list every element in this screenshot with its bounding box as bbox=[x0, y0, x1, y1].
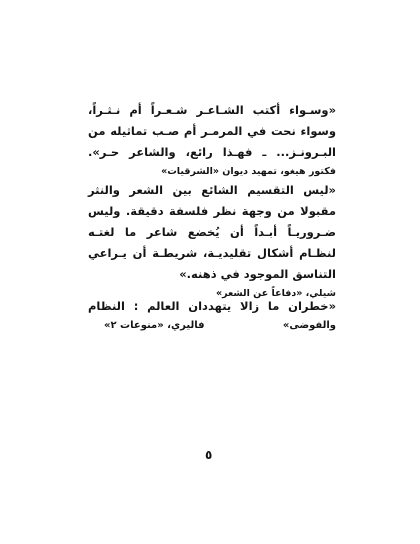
quote-attribution: فاليري، «منوعات ٢» bbox=[104, 320, 205, 331]
quote-line: وسواء نحت في المرمـر أم صـب تماثيله من bbox=[88, 124, 336, 138]
epigraph-shelley bbox=[88, 180, 336, 303]
quote-line: لنظـام أشكال تقليديـة، شريطـة أن يـراعي bbox=[88, 246, 336, 260]
quote-line: «ليس التقسيم الشائع بين الشعر والنثر bbox=[88, 183, 336, 197]
quote-line: البـرونـز... ـ فهـذا رائع، والشاعر حـر». bbox=[88, 145, 336, 159]
quote-line: والفوضى» bbox=[282, 320, 336, 331]
page-number: ٥ bbox=[205, 448, 213, 462]
quote-line: ضـروريـاً أبـداً أن يُخضع شاعر ما لغتـه bbox=[88, 225, 336, 239]
quote-line: التناسق الموجود في ذهنه.» bbox=[179, 267, 336, 281]
quote-attribution: فكتور هيغو، تمهيد ديوان «الشرقيات» bbox=[161, 166, 336, 177]
quote-attribution: شيلي، «دفاعاً عن الشعر» bbox=[215, 288, 336, 299]
quote-line: مقبولا من وجهة نظر فلسفة دقيقة. وليس bbox=[88, 204, 336, 218]
quote-line: «وسـواء أكتب الشـاعـر شـعـراً أم نـثـراً، bbox=[88, 103, 336, 117]
quote-final-row bbox=[88, 317, 336, 335]
quote-line: «خطران ما زالا يتهددان العالم : النظام bbox=[88, 299, 336, 313]
epigraph-hugo bbox=[88, 100, 336, 181]
epigraph-valery bbox=[88, 296, 336, 335]
